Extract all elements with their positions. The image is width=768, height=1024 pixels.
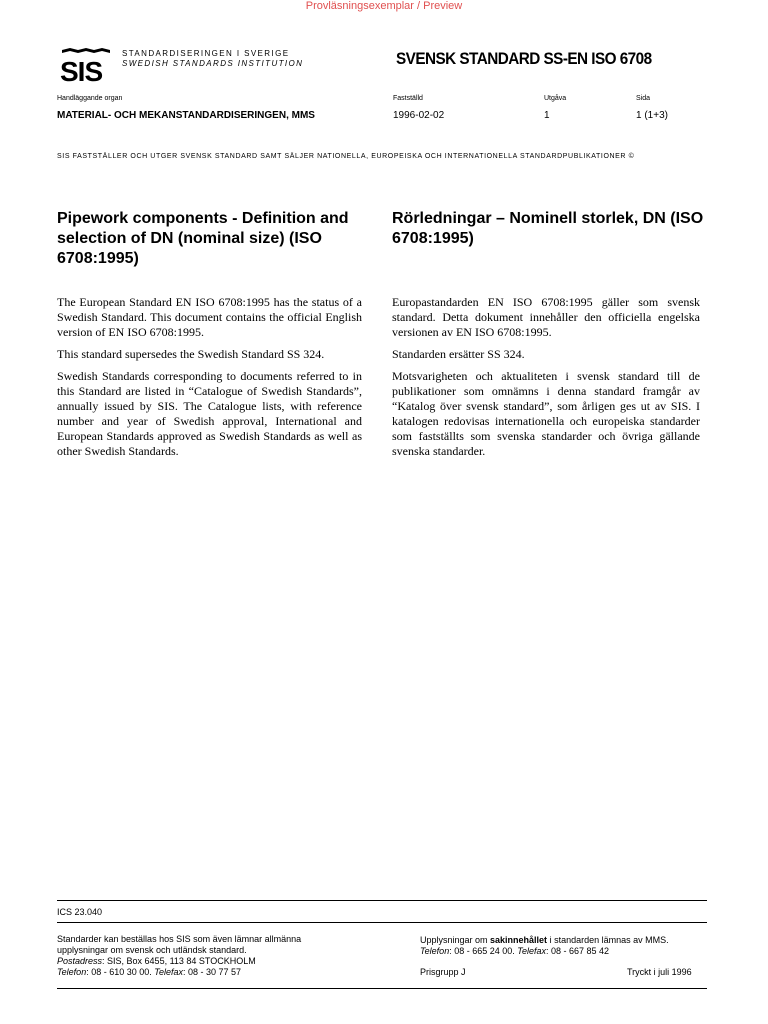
date-label: Fastställd — [393, 95, 423, 102]
org-name-en: SWEDISH STANDARDS INSTITUTION — [122, 59, 304, 68]
mms-telefon-value: : 08 - 665 24 00. — [449, 946, 515, 956]
page-label: Sida — [636, 95, 651, 102]
contact-numbers — [57, 967, 317, 978]
handling-value: MATERIAL- OCH MEKANSTANDARDISERINGEN, MMS — [57, 110, 315, 121]
postadress-label: Postadress — [57, 956, 103, 966]
body-sv-paragraph: Standarden ersätter SS 324. — [392, 347, 525, 361]
mms-telefon-label: Telefon — [420, 946, 450, 956]
logo-text: SIS — [60, 56, 103, 83]
publisher-notice: SIS FASTSTÄLLER OCH UTGER SVENSK STANDARD SAMT SÄLJER NATIONELLA, EUROPEISKA OCH INTERNATIONELLA STANDARDPUBLIKATIONER © — [57, 153, 635, 160]
org-name-sv: STANDARDISERINGEN I SVERIGE — [122, 49, 290, 58]
postal-address — [57, 956, 317, 967]
sis-logo — [59, 47, 115, 83]
page-value: 1 (1+3) — [636, 110, 668, 121]
edition-value: 1 — [544, 110, 550, 121]
mms-telefax-label: Telefax — [517, 946, 546, 956]
body-swedish — [392, 295, 700, 466]
body-english — [57, 295, 362, 466]
content-info-bold: sakinnehållet — [490, 935, 548, 945]
body-en-paragraph: The European Standard EN ISO 6708:1995 has the status of a Swedish Standard. This document contains the official English version of EN ISO 6708:1995. — [57, 295, 362, 339]
standard-title: SVENSK STANDARD SS-EN ISO 6708 — [396, 49, 652, 68]
title-english: Pipework components - Definition and selection of DN (nominal size) (ISO 6708:1995) — [57, 210, 349, 267]
content-info-pre: Upplysningar om — [420, 935, 491, 945]
preview-banner: Provläsningsexemplar / Preview — [305, 0, 463, 12]
telefax-label: Telefax — [154, 967, 183, 977]
printed-date: Tryckt i juli 1996 — [627, 967, 692, 977]
postadress-value: : SIS, Box 6455, 113 84 STOCKHOLM — [102, 956, 256, 966]
body-sv-paragraph: Europastandarden EN ISO 6708:1995 gäller som svensk standard. Detta dokument innehåller den officiella engelska versionen av EN ISO 6708:1995. — [392, 295, 700, 339]
body-en-paragraph: Swedish Standards corresponding to documents referred to in this Standard are listed in “Catalogue of Swedish Standards”, annually issued by SIS. The Catalogue lists, with reference number and year of Swedish approval, International and European Standards approved as Swedish Standards as well as other Swedish Standards. — [57, 369, 362, 458]
content-info-text — [420, 935, 710, 946]
edition-label: Utgåva — [544, 95, 567, 102]
handling-label: Handläggande organ — [57, 95, 123, 102]
title-swedish: Rörledningar – Nominell storlek, DN (ISO 6708:1995) — [392, 210, 704, 247]
telefon-value: : 08 - 610 30 00. — [86, 967, 152, 977]
body-en-paragraph: This standard supersedes the Swedish Standard SS 324. — [57, 347, 325, 361]
footer-rule-middle — [57, 922, 707, 923]
body-sv-paragraph: Motsvarigheten och aktualiteten i svensk standard till de publikationer som omnämns i denna standard framgår av “Katalog över svensk standard”, som årligen ges ut av SIS. I katalogen redovisas internationella och europeiska standarder som fastställts som svenska standarder och övriga gällande svenska standarder. — [392, 369, 700, 458]
telefax-value: : 08 - 30 77 57 — [182, 967, 242, 977]
telefon-label: Telefon — [57, 967, 87, 977]
footer-rule-bottom — [57, 988, 707, 989]
ordering-text: Standarder kan beställas hos SIS som även lämnar allmänna upplysningar om svensk och utländsk standard. — [57, 934, 302, 955]
mms-telefax-value: : 08 - 667 85 42 — [545, 946, 610, 956]
mms-contact — [420, 946, 710, 957]
ics-code: ICS 23.040 — [57, 907, 103, 917]
date-value: 1996-02-02 — [393, 110, 445, 121]
content-info-post: i standarden lämnas av MMS. — [547, 935, 669, 945]
footer-ordering-info — [57, 934, 317, 978]
footer-content-info — [420, 935, 710, 957]
footer-rule-top — [57, 900, 707, 901]
organization-name — [122, 49, 303, 69]
price-group: Prisgrupp J — [420, 967, 466, 977]
